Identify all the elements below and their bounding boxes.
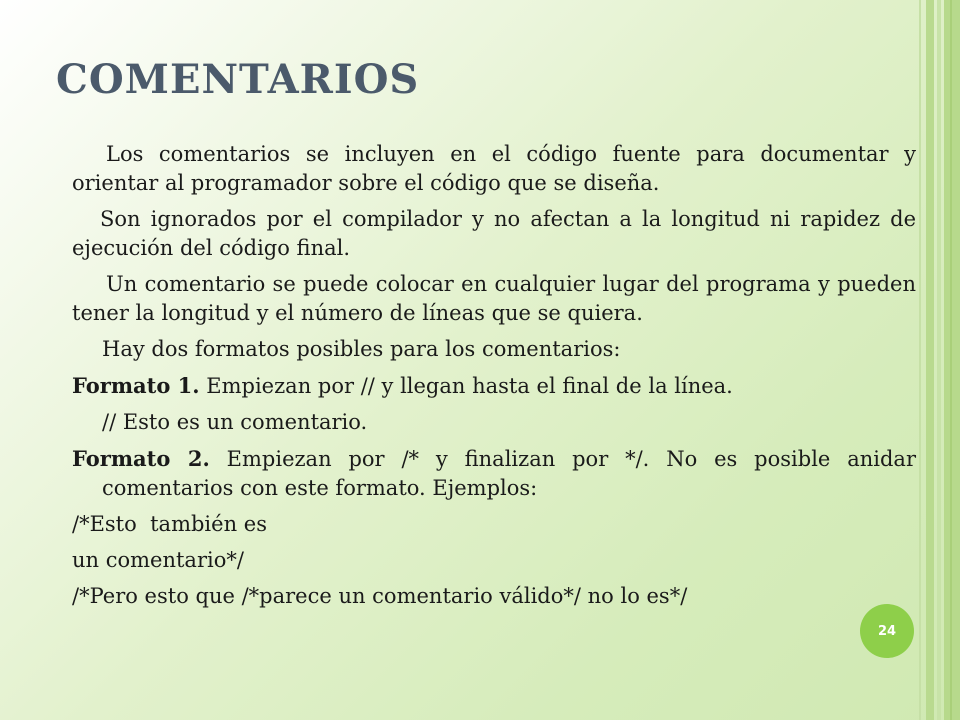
- slide-body: [72, 140, 916, 618]
- format-2-text: Empiezan por /* y finalizan por */. No es posible anidar comentarios con este formato. Ejemplos:: [102, 447, 916, 500]
- paragraph-intro: Los comentarios se incluyen en el código fuente para documentar y orientar al programador sobre el código que se diseña.: [72, 142, 916, 195]
- slide-title: COMENTARIOS: [56, 56, 420, 103]
- format-1-example: // Esto es un comentario.: [102, 410, 368, 434]
- decorative-bar: [950, 0, 952, 720]
- paragraph-formats-intro: Hay dos formatos posibles para los comentarios:: [102, 337, 621, 361]
- paragraph-placement: Un comentario se puede colocar en cualquier lugar del programa y pueden tener la longitud y el número de líneas que se quiera.: [72, 272, 916, 325]
- decorative-bar: [919, 0, 921, 720]
- code-example-line: un comentario*/: [72, 548, 244, 572]
- decorative-bar: [926, 0, 934, 720]
- decorative-bar: [944, 0, 960, 720]
- paragraph-compiler: Son ignorados por el compilador y no afectan a la longitud ni rapidez de ejecución del código final.: [72, 207, 916, 260]
- format-2-label: Formato 2.: [72, 446, 210, 471]
- code-example-line: /*Esto también es: [72, 512, 267, 536]
- format-1-text: Empiezan por // y llegan hasta el final de la línea.: [199, 374, 733, 398]
- format-1-label: Formato 1.: [72, 373, 200, 398]
- decorative-bar: [937, 0, 941, 720]
- code-example-line: /*Pero esto que /*parece un comentario válido*/ no lo es*/: [72, 584, 688, 608]
- page-number-badge: 24: [860, 604, 914, 658]
- format-2-line: [72, 444, 916, 503]
- format-1-line: [72, 371, 916, 401]
